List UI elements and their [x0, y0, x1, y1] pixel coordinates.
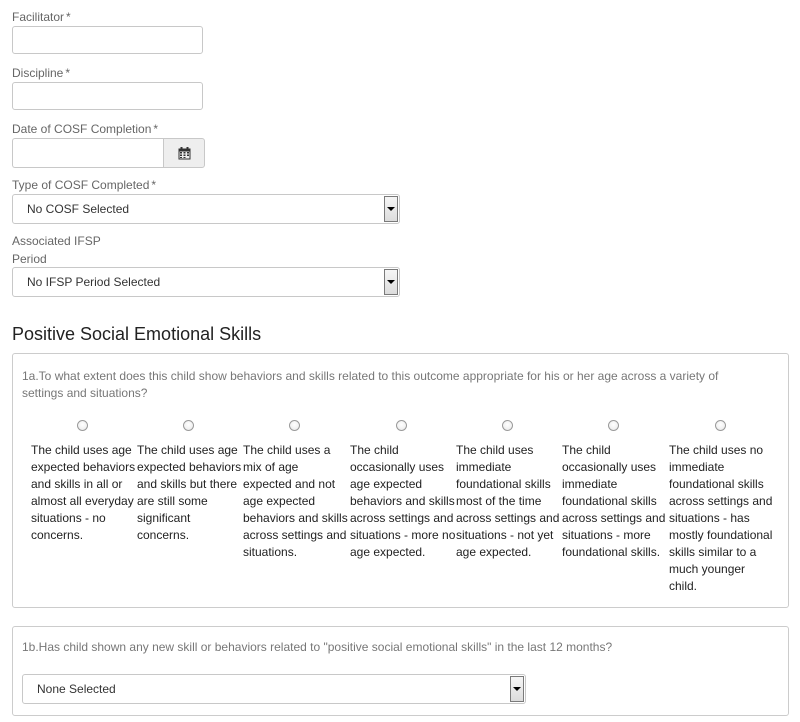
date-completion-group [12, 138, 205, 168]
chevron-down-icon [387, 207, 395, 211]
required-mark: * [66, 10, 71, 24]
ifsp-period-label-line1: Associated IFSP [12, 234, 101, 248]
chevron-down-icon [387, 280, 395, 284]
ifsp-period-label-line2: Period [12, 252, 47, 266]
option-3-text: The child uses a mix of age expected and not age expected behaviors and skills across settings and situations. [243, 443, 348, 559]
option-4-radio[interactable] [396, 420, 407, 431]
option-6-radio[interactable] [608, 420, 619, 431]
dropdown-arrow-button[interactable] [384, 196, 398, 222]
date-completion-input[interactable] [12, 138, 164, 168]
calendar-icon [178, 147, 191, 160]
section-title: Positive Social Emotional Skills [12, 324, 262, 344]
required-mark: * [151, 178, 157, 192]
discipline-input[interactable] [12, 82, 203, 110]
question-1b-value: None Selected [37, 682, 116, 696]
option-2-radio[interactable] [183, 420, 194, 431]
option-7-text: The child uses no immediate foundational skills across settings and situations - has mostly foundational skills similar to a much younger child. [669, 443, 773, 593]
type-completed-value: No COSF Selected [27, 202, 130, 216]
facilitator-label-text: Facilitator [12, 10, 65, 24]
option-5-text: The child uses immediate foundational skills most of the time across settings and situations - not yet age expected. [456, 443, 560, 559]
option-7-radio[interactable] [715, 420, 726, 431]
option-5-radio[interactable] [502, 420, 513, 431]
question-1a-panel [12, 353, 789, 608]
ifsp-period-value: No IFSP Period Selected [27, 275, 161, 289]
ifsp-period-label [12, 232, 101, 268]
date-completion-label [12, 120, 158, 138]
ifsp-period-select[interactable] [12, 267, 400, 297]
dropdown-arrow-button[interactable] [384, 269, 398, 295]
question-1b-text: 1b.Has child shown any new skill or behaviors related to "positive social emotional skills" in the last 12 months? [22, 640, 613, 654]
required-mark: * [153, 122, 159, 136]
question-1b-select[interactable] [22, 674, 526, 704]
option-2-text: The child uses age expected behaviors and skills but there are still some significant concerns. [137, 443, 242, 542]
facilitator-label [12, 8, 71, 26]
option-3-radio[interactable] [289, 420, 300, 431]
type-completed-label-text: Type of COSF Completed [12, 178, 150, 192]
discipline-label-text: Discipline [12, 66, 64, 80]
date-completion-label-text: Date of COSF Completion [12, 122, 152, 136]
option-4-text: The child occasionally uses age expected behaviors and skills across settings and situations - more no age expected. [350, 443, 456, 559]
type-completed-label [12, 176, 156, 194]
question-1a-text: 1a.To what extent does this child show behaviors and skills related to this outcome appropriate for his or her age across a variety of settings and situations? [22, 369, 719, 400]
date-picker-button[interactable] [163, 138, 205, 168]
option-6-text: The child occasionally uses immediate foundational skills across settings and situations - more foundational skills. [562, 443, 666, 559]
option-1-text: The child uses age expected behaviors and skills in all or almost all everyday situations - no concerns. [31, 443, 136, 542]
question-1b-panel [12, 626, 789, 716]
option-1-radio[interactable] [77, 420, 88, 431]
required-mark: * [65, 66, 71, 80]
chevron-down-icon [513, 687, 521, 691]
type-completed-select[interactable] [12, 194, 400, 224]
facilitator-input[interactable] [12, 26, 203, 54]
dropdown-arrow-button[interactable] [510, 676, 524, 702]
discipline-label [12, 64, 70, 82]
